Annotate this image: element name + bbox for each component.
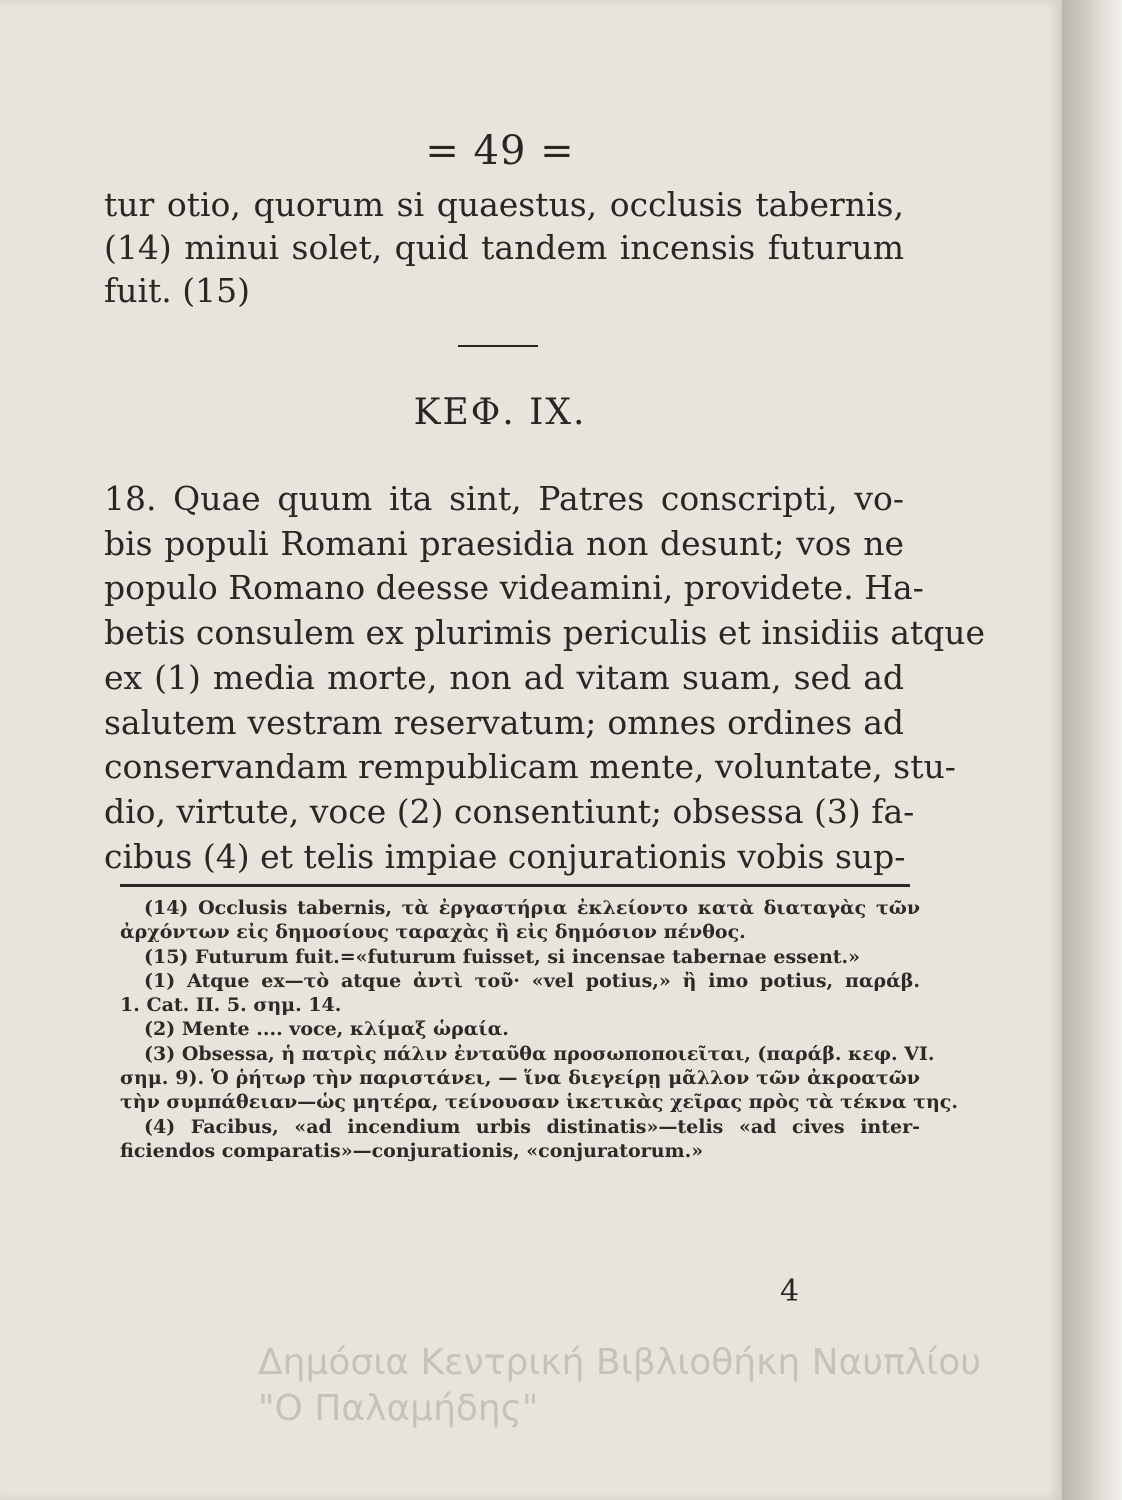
- main-paragraph: [104, 477, 986, 879]
- top-paragraph: [104, 183, 904, 312]
- watermark-line: Δημόσια Κεντρική Βιβλιοθήκη Ναυπλίου: [258, 1342, 982, 1383]
- section-divider: [458, 345, 538, 347]
- library-watermark: [258, 1340, 981, 1432]
- page-edge: [1062, 0, 1122, 1500]
- text-line: ex (1) media morte, non ad vitam suam, sed ad: [104, 657, 904, 697]
- footnote-3: [120, 1042, 958, 1115]
- footnote-line: ficiendos comparatis»—conjurationis, «conjuratorum.»: [120, 1139, 704, 1162]
- footnotes: [120, 896, 958, 1163]
- text-line: conservandam rempublicam mente, voluntate, stu-: [104, 747, 956, 787]
- footnote-line: (14) Occlusis tabernis, τὰ ἐργαστήρια ἐκλείοντο κατὰ διαταγὰς τῶν: [144, 897, 920, 919]
- text-line: cibus (4) et telis impiae conjurationis vobis sup-: [104, 836, 906, 876]
- footnote-2: [120, 1017, 920, 1041]
- footnote-15: [120, 945, 920, 969]
- footnote-line: (3) Obsessa, ἡ πατρὶς πάλιν ἐνταῦθα προσωποποιεῖται, (παράβ. κεφ. VI.: [144, 1042, 935, 1065]
- text-line: dio, virtute, voce (2) consentiunt; obsessa (3) fa-: [104, 791, 915, 831]
- page-number: = 49 =: [425, 128, 575, 174]
- chapter-title: ΚΕΦ. ΙΧ.: [413, 392, 587, 433]
- text-line: (14) minui solet, quid tandem incensis futurum: [104, 228, 904, 267]
- text-line: salutem vestram reservatum; omnes ordines ad: [104, 702, 904, 742]
- text-line: bis populi Romani praesidia non desunt; vos ne: [104, 523, 904, 563]
- footnote-line: 1. Cat. II. 5. σημ. 14.: [120, 994, 342, 1017]
- footnote-line: (1) Atque ex—τὸ atque ἀντὶ τοῦ· «vel potius,» ἢ imo potius, παράβ.: [144, 969, 920, 992]
- text-line: betis consulem ex plurimis periculis et insidiis atque: [104, 613, 986, 653]
- signature-mark: 4: [780, 1274, 800, 1309]
- footnote-divider: [120, 884, 910, 887]
- footnote-line: τὴν συμπάθειαν—ὡς μητέρα, τείνουσαν ἱκετικὰς χεῖρας πρὸς τὰ τέκνα της.: [120, 1091, 958, 1114]
- footnote-4: [120, 1115, 920, 1164]
- text-line: populo Romano deesse videamini, providete. Ha-: [104, 568, 924, 608]
- text-line: fuit. (15): [104, 271, 251, 310]
- footnote-line: (15) Futurum fuit.=«futurum fuisset, si incensae tabernae essent.»: [144, 945, 861, 968]
- footnote-line: σημ. 9). Ὁ ῥήτωρ τὴν παριστάνει, — ἵνα διεγείρῃ μᾶλλον τῶν ἀκροατῶν: [120, 1067, 920, 1090]
- text-line: tur otio, quorum si quaestus, occlusis tabernis,: [104, 185, 904, 224]
- footnote-line: (4) Facibus, «ad incendium urbis distinatis»—telis «ad cives inter-: [144, 1115, 920, 1138]
- footnote-14: [120, 896, 920, 945]
- footnote-line: (2) Mente .... voce, κλίμαξ ὡραία.: [144, 1018, 509, 1041]
- text-line: 18. Quae quum ita sint, Patres conscripti, vo-: [104, 479, 904, 518]
- footnote-1: [120, 969, 920, 1018]
- watermark-line: "Ο Παλαμήδης": [258, 1388, 539, 1429]
- footnote-line: ἀρχόντων εἰς δημοσίους ταραχὰς ἢ εἰς δημόσιον πένθος.: [120, 921, 746, 944]
